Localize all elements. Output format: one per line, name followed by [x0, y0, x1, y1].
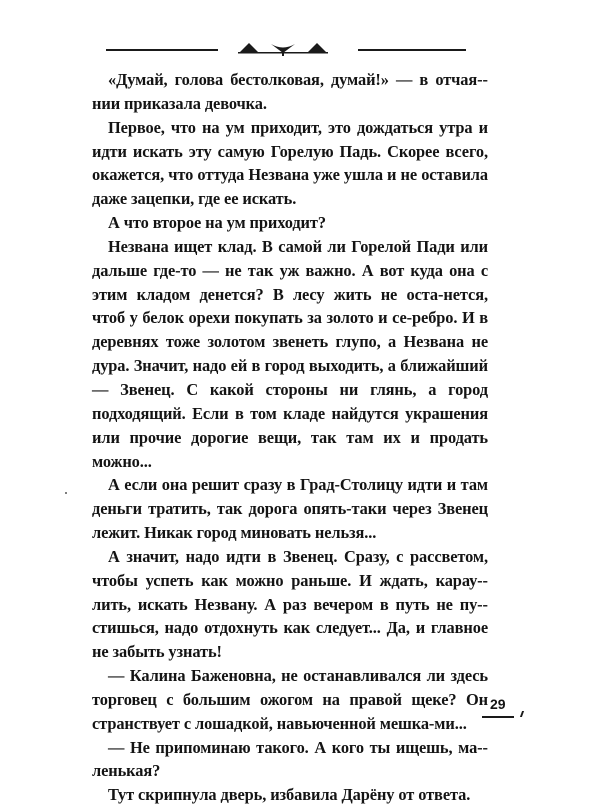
- ornament-rule-right: [358, 49, 466, 51]
- ornament-rule-left: [106, 49, 218, 51]
- paragraph: Тут скрипнула дверь, избавила Дарёну от ответа.: [108, 785, 471, 805]
- body-text: [92, 68, 488, 807]
- paragraph: А значит, надо идти в Звенец. Сразу, с рассветом, чтобы успеть как можно раньше. И ждать, карау-лить, искать Незвану. А раз вечером в путь не пу-стишься, надо отдохнуть как следует... Да, и главное не забыть узнать!: [92, 546, 488, 662]
- paragraph: — Калина Баженовна, не останавливался ли здесь торговец с большим ожогом на правой щеке? Он странствует с лошадкой, навьюченной мешка-ми...: [92, 666, 488, 733]
- paragraph: Первое, что на ум приходит, это дождаться утра и идти искать эту самую Горелую Падь. Скорее всего, окажется, что оттуда Незвана уже ушла и не оставила даже зацепки, где ее искать.: [92, 117, 488, 209]
- paragraph: — Не припоминаю такого. А кого ты ищешь, ма-ленькая?: [92, 737, 488, 781]
- paragraph: А если она решит сразу в Град-Столицу идти и там деньги тратить, так дорога опять-таки через Звенец лежит. Никак город миновать нельзя...: [92, 475, 488, 543]
- page-number: 29: [490, 696, 506, 712]
- paragraph: А что второе на ум приходит?: [108, 213, 326, 233]
- ornament-motif-icon: [238, 38, 328, 58]
- paragraph: «Думай, голова бестолковая, думай!» — в отчая-нии приказала девочка.: [92, 70, 488, 113]
- page-number-rule: [482, 716, 514, 718]
- page-number-tick: [517, 711, 524, 717]
- margin-speck: [65, 492, 67, 494]
- paragraph: Незвана ищет клад. В самой ли Горелой Пади или дальше где-то — не так уж важно. А вот куда она с этим кладом денется? В лесу жить не оста-нется, чтоб у белок орехи покупать за золото и се-ребро. И в деревнях тоже золотом звенеть глупо, а Незвана не дура. Значит, надо ей в город выходить, а ближайший — Звенец. С какой стороны ни глянь, а город подходящий. Если в том кладе найдутся украшения или прочие дорогие вещи, так там их и продать можно...: [92, 236, 488, 471]
- chapter-header-ornament: [106, 36, 466, 60]
